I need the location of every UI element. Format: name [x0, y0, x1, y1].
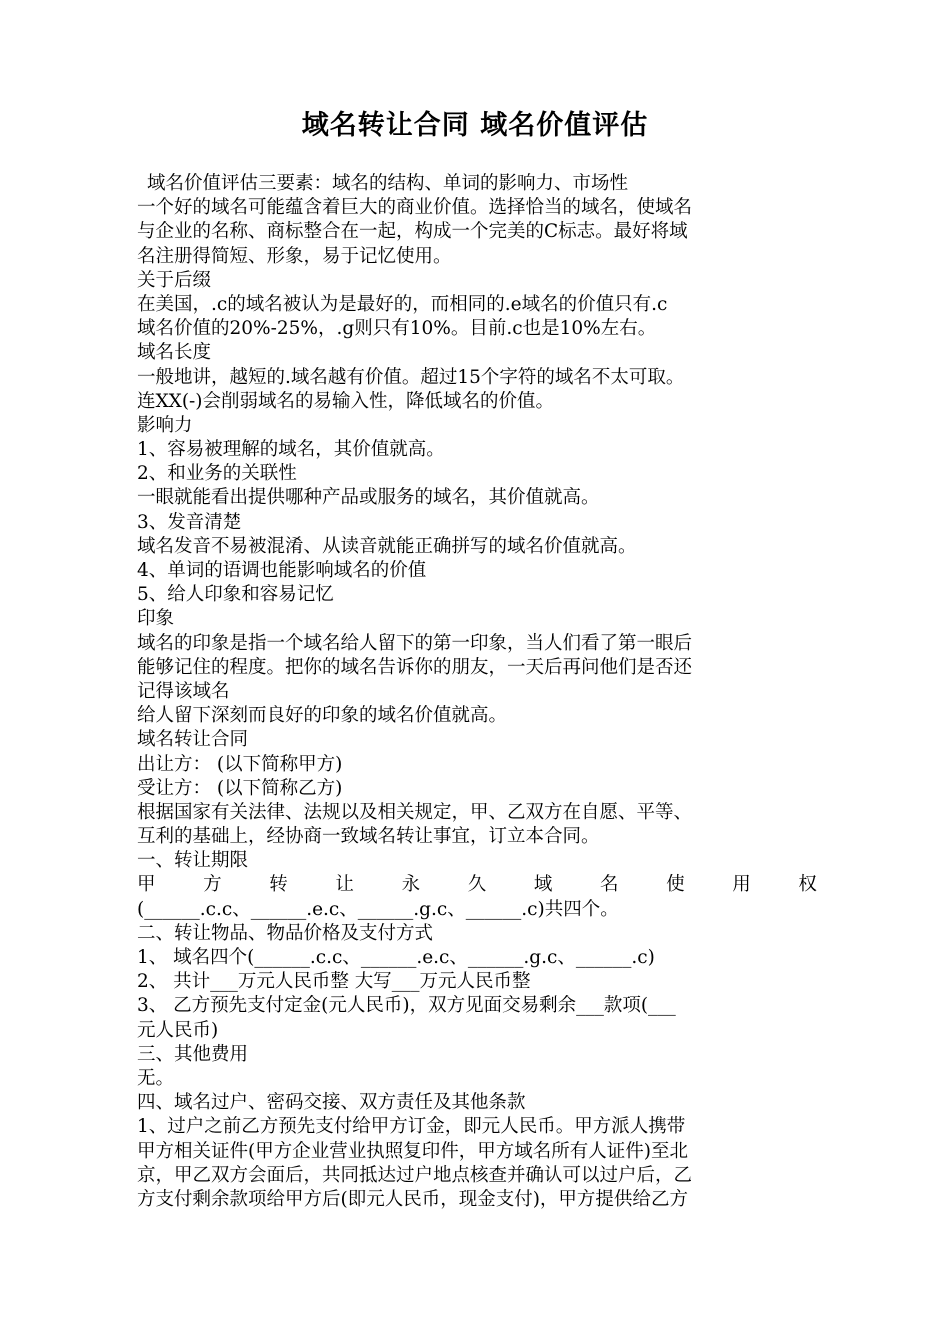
document-body — [137, 172, 817, 1212]
justified-char: 方 — [203, 874, 222, 896]
section-heading: 域名转让合同 — [137, 729, 249, 751]
section-heading: 域名长度 — [137, 342, 212, 364]
text-line: 1、 域名四个(______.c.c、______.e.c、______.g.c、______.c) — [137, 947, 655, 968]
text-line: 名注册得简短、形象，易于记忆使用。 — [137, 245, 452, 267]
text-line: 3、发音清楚 — [137, 511, 242, 533]
section-heading: 关于后缀 — [137, 269, 212, 291]
text-line: 一般地讲，越短的.域名越有价值。超过15个字符的域名不太可取。 — [137, 366, 685, 388]
text-line: 一眼就能看出提供哪种产品或服务的域名，其价值就高。 — [137, 487, 600, 509]
text-line: 2、 共计___万元人民币整 大写___万元人民币整 — [137, 971, 531, 993]
text-line: 能够记住的程度。把你的域名告诉你的朋友，一天后再问他们是否还 — [137, 656, 693, 678]
text-line: 在美国，.c的域名被认为是最好的，而相同的.e域名的价值只有.c — [137, 293, 668, 315]
text-line: 域名的印象是指一个域名给人留下的第一印象，当人们看了第一眼后 — [137, 632, 693, 654]
section-heading: 四、域名过户、密码交接、双方责任及其他条款 — [137, 1092, 526, 1114]
justified-char: 权 — [798, 874, 817, 896]
text-line: 域名发音不易被混淆、从读音就能正确拼写的域名价值就高。 — [137, 535, 637, 557]
text-line: 京，甲乙双方会面后，共同抵达过户地点核查并确认可以过户后，乙 — [137, 1164, 693, 1186]
justified-char: 转 — [269, 874, 288, 896]
justified-char: 让 — [335, 874, 354, 896]
text-line: 4、单词的语调也能影响域名的价值 — [137, 560, 427, 581]
text-line: 3、 乙方预先支付定金(元人民币)，双方见面交易剩余___款项(___ — [137, 995, 676, 1017]
text-line: 出让方： (以下简称甲方) — [137, 753, 343, 775]
text-line: 1、容易被理解的域名，其价值就高。 — [137, 439, 445, 461]
document-title: 域名转让合同 域名价值评估 — [301, 110, 649, 141]
text-line: 2、和业务的关联性 — [137, 463, 297, 485]
text-line: 记得该域名 — [137, 680, 230, 702]
text-line: 受让方： (以下简称乙方) — [137, 777, 343, 799]
justified-char: 域 — [533, 874, 553, 896]
text-line: 互利的基础上，经协商一致域名转让事宜，订立本合同。 — [137, 826, 600, 848]
text-line: 给人留下深刻而良好的印象的域名价值就高。 — [137, 705, 508, 727]
justified-line — [137, 873, 817, 897]
text-line: 与企业的名称、商标整合在一起，构成一个完美的C标志。最好将域 — [137, 221, 688, 243]
text-line: 5、给人印象和容易记忆 — [137, 584, 334, 606]
text-line: 元人民币) — [137, 1019, 219, 1041]
text-line: 无。 — [137, 1067, 175, 1089]
text-line: 1、过户之前乙方预先支付给甲方订金，即元人民币。甲方派人携带 — [137, 1116, 686, 1138]
justified-char: 永 — [401, 874, 421, 896]
justified-char: 久 — [467, 874, 487, 896]
section-heading: 二、转让物品、物品价格及支付方式 — [137, 922, 434, 944]
text-line: (______.c.c、______.e.c、______.g.c、______.c)共四个。 — [137, 898, 619, 920]
text-line: 根据国家有关法律、法规以及相关规定，甲、乙双方在自愿、平等、 — [137, 801, 693, 823]
section-heading: 三、其他费用 — [137, 1043, 249, 1065]
text-line: 域名价值的20%-25%，.g则只有10%。目前.c也是10%左右。 — [137, 318, 657, 340]
text-line: 甲方相关证件(甲方企业营业执照复印件，甲方域名所有人证件)至北 — [137, 1140, 688, 1162]
text-line: 域名价值评估三要素：域名的结构、单词的影响力、市场性 — [147, 173, 629, 194]
section-heading: 影响力 — [137, 414, 193, 436]
section-heading: 印象 — [137, 608, 175, 630]
text-line: 连XX(-)会削弱域名的易输入性，降低域名的价值。 — [137, 390, 555, 412]
text-line: 方支付剩余款项给甲方后(即元人民币，现金支付)，甲方提供给乙方 — [137, 1188, 688, 1210]
section-heading: 一、转让期限 — [137, 850, 249, 872]
justified-char: 使 — [666, 874, 685, 896]
text-line: 一个好的域名可能蕴含着巨大的商业价值。选择恰当的域名，使域名 — [137, 197, 693, 219]
justified-char: 用 — [732, 874, 751, 896]
justified-char: 甲 — [137, 874, 156, 896]
justified-char: 名 — [599, 874, 619, 896]
